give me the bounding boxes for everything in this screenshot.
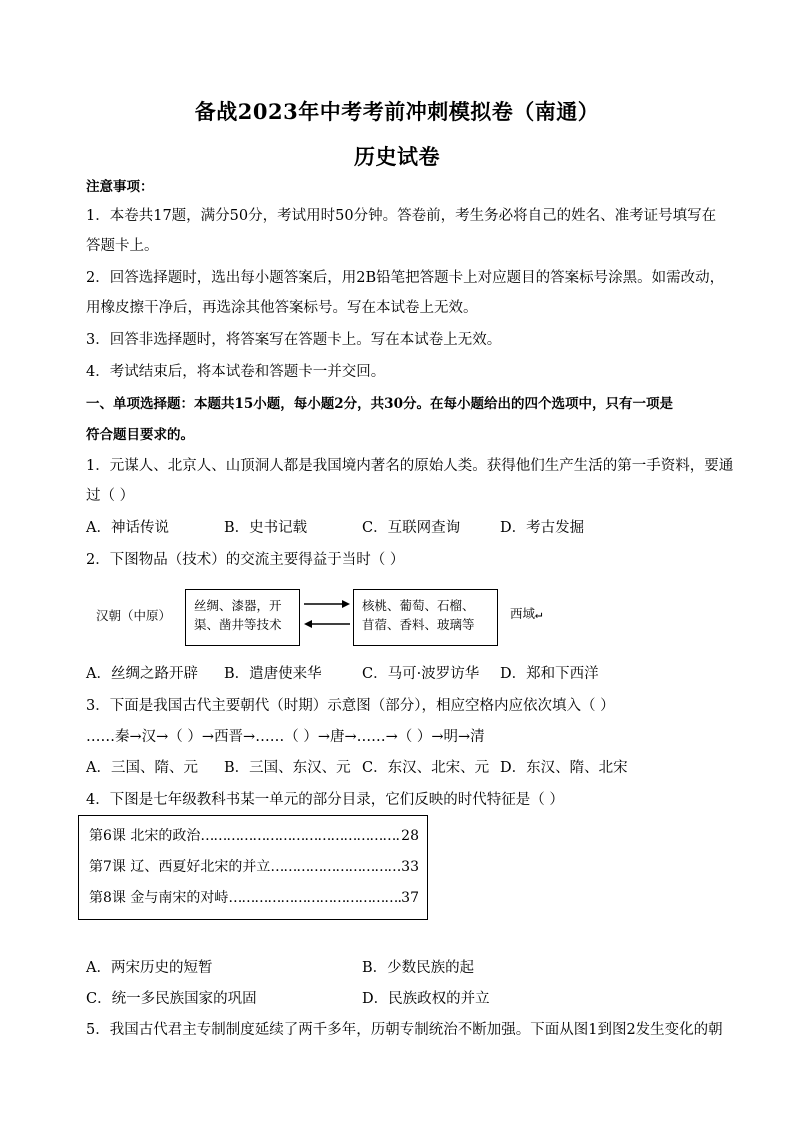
q1-stem: 1．元谋人、北京人、山顶洞人都是我国境内著名的原始人类。获得他们生产生活的第一手资料，要通 [86, 458, 734, 474]
toc-page: 28 [401, 828, 419, 844]
exam-subtitle: 历史试卷 [354, 144, 440, 169]
q2-option-b: B．遣唐使来华 [224, 666, 322, 682]
diagram-arrows [302, 596, 352, 636]
q2-stem: 2．下图物品（技术）的交流主要得益于当时（ ） [86, 552, 405, 568]
q3-option-b: B．三国、东汉、元 [224, 760, 351, 776]
section-heading-cont: 符合题目要求的。 [86, 427, 194, 443]
q1-option-c: C．互联网查询 [362, 520, 461, 536]
q2-option-c: C．马可·波罗访华 [362, 666, 480, 682]
q4-option-b: B．少数民族的起 [362, 960, 475, 976]
toc-leader [270, 857, 401, 877]
toc-row [89, 826, 419, 846]
diagram-box-han-line2: 渠、凿井等技术 [194, 617, 282, 632]
q4-option-a: A．两宋历史的短暂 [86, 960, 213, 976]
toc-lesson: 第7课 辽、西夏好北宋的并立 [89, 859, 271, 875]
q1-option-d: D．考古发掘 [500, 520, 585, 536]
note-line: 答题卡上。 [86, 238, 159, 254]
arrow-right-icon [342, 600, 350, 608]
exam-title: 备战2023年中考考前冲刺模拟卷（南通） [194, 99, 600, 124]
notes-heading: 注意事项： [86, 179, 154, 195]
q4-stem: 4．下图是七年级教科书某一单元的部分目录，它们反映的时代特征是（ ） [86, 792, 564, 808]
arrow-left-icon [304, 620, 312, 628]
q3-stem: 3．下面是我国古代主要朝代（时期）示意图（部分），相应空格内应依次填入（ ） [86, 698, 615, 714]
toc-page: 37 [401, 890, 419, 906]
q1-option-a: A．神话传说 [86, 520, 169, 536]
q5-stem: 5．我国古代君主专制制度延续了两千多年，历朝专制统治不断加强。下面从图1到图2发生变化的朝 [86, 1022, 723, 1038]
toc-lesson: 第6课 北宋的政治 [89, 828, 201, 844]
toc-box [78, 815, 428, 920]
q3-option-c: C．东汉、北宋、元 [362, 760, 490, 776]
toc-row [89, 888, 419, 908]
section-heading: 一、单项选择题：本题共15小题，每小题2分，共30分。在每小题给出的四个选项中，只有一项是 [86, 396, 673, 412]
diagram-box-xiyu [353, 589, 498, 646]
q3-option-d: D．东汉、隋、北宋 [500, 760, 628, 776]
note-line: 4．考试结束后，将本试卷和答题卡一并交回。 [86, 364, 386, 380]
q4-option-c: C．统一多民族国家的巩固 [86, 991, 257, 1007]
note-line: 用橡皮擦干净后，再选涂其他答案标号。写在本试卷上无效。 [86, 300, 478, 316]
toc-page: 33 [401, 859, 419, 875]
toc-leader [228, 888, 401, 908]
q1-stem-cont: 过（ ） [86, 488, 135, 504]
q1-option-b: B．史书记载 [224, 520, 308, 536]
q2-option-a: A．丝绸之路开辟 [86, 666, 198, 682]
toc-lesson: 第8课 金与南宋的对峙 [89, 890, 229, 906]
q2-option-d: D．郑和下西洋 [500, 666, 599, 682]
q3-sequence: ……秦→汉→（ ）→西晋→……（ ）→唐→……→（ ）→明→清 [86, 729, 485, 745]
note-line: 1．本卷共17题，满分50分，考试用时50分钟。答卷前，考生务必将自己的姓名、准考证号填写在 [86, 208, 717, 224]
q3-option-a: A．三国、隋、元 [86, 760, 198, 776]
note-line: 2．回答选择题时，选出每小题答案后，用2B铅笔把答题卡上对应题目的答案标号涂黑。如需改动， [86, 270, 725, 286]
note-line: 3．回答非选择题时，将答案写在答题卡上。写在本试卷上无效。 [86, 332, 502, 348]
q4-option-d: D．民族政权的并立 [362, 991, 490, 1007]
diagram-right-label: 西域↵ [510, 606, 543, 621]
diagram-box-xiyu-line2: 苜蓿、香料、玻璃等 [362, 617, 475, 632]
diagram-box-han [185, 589, 300, 646]
toc-leader [200, 826, 401, 846]
toc-row [89, 857, 419, 877]
diagram-box-xiyu-line1: 核桃、葡萄、石榴、 [362, 598, 475, 613]
diagram-left-label: 汉朝（中原） [96, 608, 172, 623]
diagram-box-han-line1: 丝绸、漆器，开 [194, 598, 282, 613]
